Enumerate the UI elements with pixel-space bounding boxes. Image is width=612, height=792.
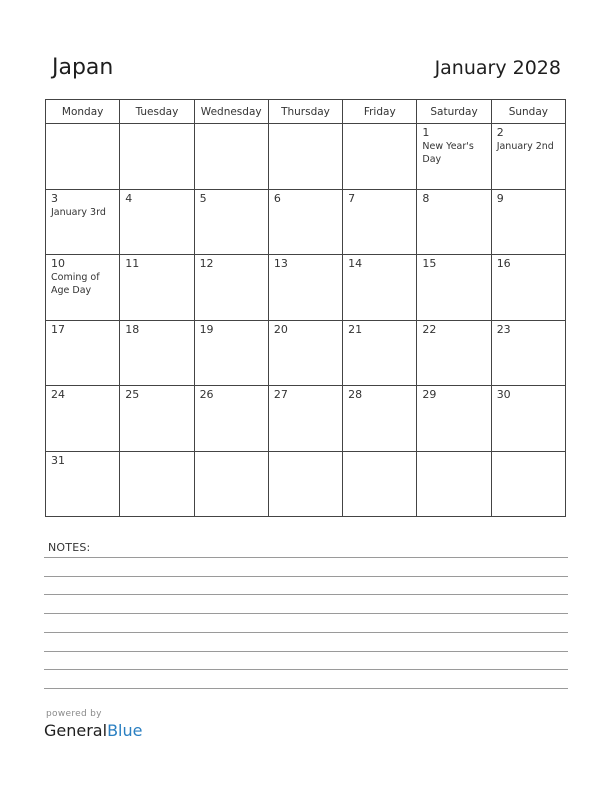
holiday-label	[46, 336, 119, 337]
holiday-label	[343, 205, 416, 206]
holiday-label	[269, 270, 342, 271]
calendar-day-cell	[46, 320, 120, 386]
day-number: 19	[199, 322, 214, 336]
holiday-label	[269, 401, 342, 402]
day-number: 1	[422, 126, 430, 139]
calendar-day-cell	[268, 124, 342, 190]
calendar-day-cell	[417, 386, 491, 452]
weekday-header: Friday	[343, 100, 417, 124]
calendar-day-cell	[46, 189, 120, 255]
day-number: 14	[348, 257, 363, 270]
calendar-day-cell	[268, 320, 342, 386]
day-number: 6	[273, 191, 281, 205]
weekday-header: Monday	[46, 100, 120, 124]
calendar-day-cell	[491, 189, 565, 255]
calendar-day-cell	[417, 320, 491, 386]
weekday-header: Sunday	[491, 100, 565, 124]
holiday-label	[46, 126, 119, 127]
holiday-label	[492, 205, 565, 206]
day-number: 26	[199, 388, 214, 401]
calendar-day-cell	[194, 386, 268, 452]
calendar-day-cell	[46, 255, 120, 321]
holiday-label	[492, 401, 565, 402]
calendar-day-cell	[343, 124, 417, 190]
month-year-title: January 2028	[434, 57, 561, 79]
notes-line	[44, 632, 568, 633]
weekday-header: Wednesday	[194, 100, 268, 124]
notes-line	[44, 613, 568, 614]
notes-line	[44, 669, 568, 670]
calendar-grid	[45, 99, 566, 517]
holiday-label: January 2nd	[496, 141, 554, 152]
calendar-day-cell	[417, 255, 491, 321]
weekday-header: Tuesday	[120, 100, 194, 124]
day-number: 15	[422, 257, 437, 270]
day-number: 12	[199, 257, 214, 270]
day-number: 11	[125, 257, 140, 270]
holiday-label	[46, 401, 119, 402]
calendar-week-row	[46, 386, 566, 452]
holiday-label	[343, 336, 416, 337]
calendar-week-row	[46, 320, 566, 386]
holiday-label	[120, 270, 193, 271]
day-number: 23	[496, 322, 511, 336]
holiday-label: Coming of Age Day	[51, 272, 100, 296]
holiday-label	[195, 126, 268, 127]
holiday-label	[195, 454, 268, 455]
calendar-day-cell	[268, 451, 342, 517]
holiday-label	[417, 205, 490, 206]
day-number: 30	[496, 388, 511, 401]
calendar-day-cell	[46, 451, 120, 517]
holiday-label	[269, 454, 342, 455]
holiday-label	[195, 336, 268, 337]
notes-line	[44, 688, 568, 689]
day-number: 21	[348, 322, 363, 336]
day-number: 22	[422, 322, 437, 336]
calendar-week-row	[46, 189, 566, 255]
holiday-label	[343, 401, 416, 402]
calendar-day-cell	[343, 320, 417, 386]
holiday-label	[195, 401, 268, 402]
day-number: 31	[51, 453, 65, 467]
holiday-label	[417, 336, 490, 337]
calendar-day-cell	[194, 451, 268, 517]
day-number: 5	[199, 191, 207, 205]
calendar-day-cell	[120, 189, 194, 255]
calendar-day-cell	[491, 386, 565, 452]
brand-logo	[44, 721, 142, 740]
day-number: 24	[51, 388, 65, 401]
holiday-label	[269, 205, 342, 206]
day-number: 3	[51, 191, 58, 205]
holiday-label	[492, 454, 565, 455]
day-number: 4	[125, 191, 133, 205]
calendar-day-cell	[120, 386, 194, 452]
calendar-week-row	[46, 124, 566, 190]
holiday-label: New Year's Day	[422, 141, 474, 165]
day-number: 27	[273, 388, 288, 401]
calendar-day-cell	[268, 255, 342, 321]
holiday-label	[492, 270, 565, 271]
holiday-label	[46, 467, 119, 468]
brand-general: General	[44, 721, 108, 740]
holiday-label	[120, 205, 193, 206]
day-number: 2	[496, 126, 504, 139]
calendar-day-cell	[491, 124, 565, 190]
notes-line	[44, 651, 568, 652]
notes-line	[44, 557, 568, 558]
country-title: Japan	[52, 55, 114, 80]
calendar-day-cell	[194, 255, 268, 321]
calendar-day-cell	[120, 124, 194, 190]
calendar-day-cell	[46, 124, 120, 190]
calendar-day-cell	[343, 451, 417, 517]
calendar-day-cell	[194, 320, 268, 386]
calendar-day-cell	[46, 386, 120, 452]
holiday-label	[195, 205, 268, 206]
calendar-week-row	[46, 451, 566, 517]
holiday-label	[269, 126, 342, 127]
day-number: 25	[125, 388, 140, 401]
calendar-day-cell	[491, 255, 565, 321]
powered-by-text: powered by	[46, 709, 102, 719]
holiday-label	[417, 401, 490, 402]
holiday-label	[343, 126, 416, 127]
holiday-label	[120, 401, 193, 402]
calendar-day-cell	[194, 124, 268, 190]
day-number: 8	[422, 191, 430, 205]
calendar-day-cell	[120, 451, 194, 517]
calendar-day-cell	[343, 255, 417, 321]
holiday-label	[120, 454, 193, 455]
holiday-label	[269, 336, 342, 337]
notes-label: NOTES:	[48, 541, 91, 554]
holiday-label	[343, 454, 416, 455]
calendar-day-cell	[343, 189, 417, 255]
brand-blue: Blue	[107, 721, 143, 740]
calendar-day-cell	[120, 320, 194, 386]
calendar-day-cell	[268, 189, 342, 255]
holiday-label	[343, 270, 416, 271]
holiday-label: January 3rd	[51, 206, 106, 218]
holiday-label	[417, 270, 490, 271]
calendar-day-cell	[268, 386, 342, 452]
calendar-day-cell	[417, 451, 491, 517]
calendar-day-cell	[417, 189, 491, 255]
calendar-day-cell	[343, 386, 417, 452]
day-number: 18	[125, 322, 140, 336]
holiday-label	[120, 336, 193, 337]
calendar-day-cell	[417, 124, 491, 190]
day-number: 17	[51, 322, 65, 336]
calendar-day-cell	[194, 189, 268, 255]
weekday-header: Thursday	[268, 100, 342, 124]
day-number: 7	[348, 191, 356, 205]
weekday-header-row	[46, 100, 566, 124]
holiday-label	[492, 336, 565, 337]
holiday-label	[120, 126, 193, 127]
day-number: 29	[422, 388, 437, 401]
holiday-label	[195, 270, 268, 271]
notes-line	[44, 594, 568, 595]
day-number: 9	[496, 191, 504, 205]
calendar-week-row	[46, 255, 566, 321]
calendar-day-cell	[491, 451, 565, 517]
day-number: 13	[273, 257, 288, 270]
day-number: 10	[51, 257, 65, 270]
calendar-day-cell	[491, 320, 565, 386]
day-number: 20	[273, 322, 288, 336]
notes-line	[44, 576, 568, 577]
day-number: 16	[496, 257, 511, 270]
day-number: 28	[348, 388, 363, 401]
holiday-label	[417, 454, 490, 455]
calendar-day-cell	[120, 255, 194, 321]
weekday-header: Saturday	[417, 100, 491, 124]
